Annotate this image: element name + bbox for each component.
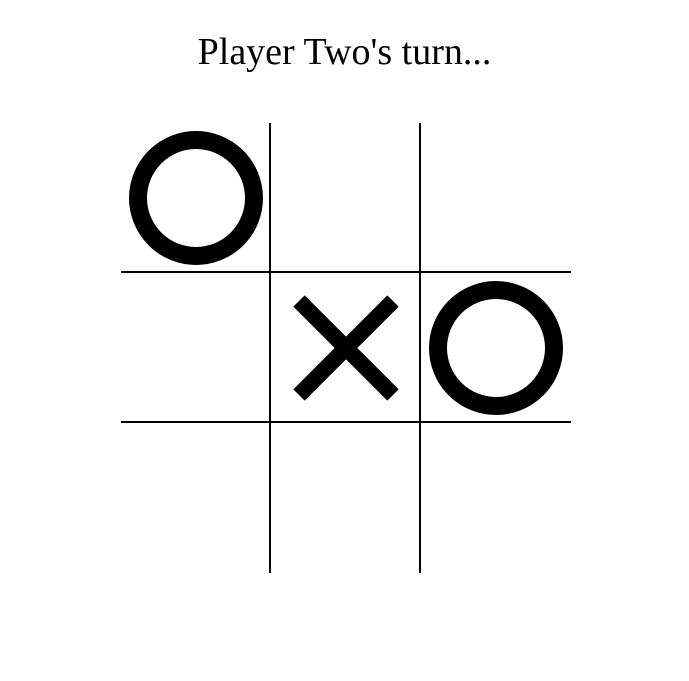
cell-1[interactable] [271, 123, 421, 273]
o-mark-ring [138, 140, 254, 256]
o-mark-icon [121, 123, 271, 273]
x-mark-icon [271, 273, 421, 423]
cell-5[interactable] [421, 273, 571, 423]
cell-4[interactable] [271, 273, 421, 423]
cell-0[interactable] [121, 123, 271, 273]
cell-2[interactable] [421, 123, 571, 273]
o-mark-ring [438, 290, 554, 406]
cell-8[interactable] [421, 423, 571, 573]
o-mark-icon [421, 273, 571, 423]
turn-status: Player Two's turn... [197, 31, 492, 73]
cell-3[interactable] [121, 273, 271, 423]
game-board [121, 123, 571, 573]
cell-7[interactable] [271, 423, 421, 573]
cell-6[interactable] [121, 423, 271, 573]
